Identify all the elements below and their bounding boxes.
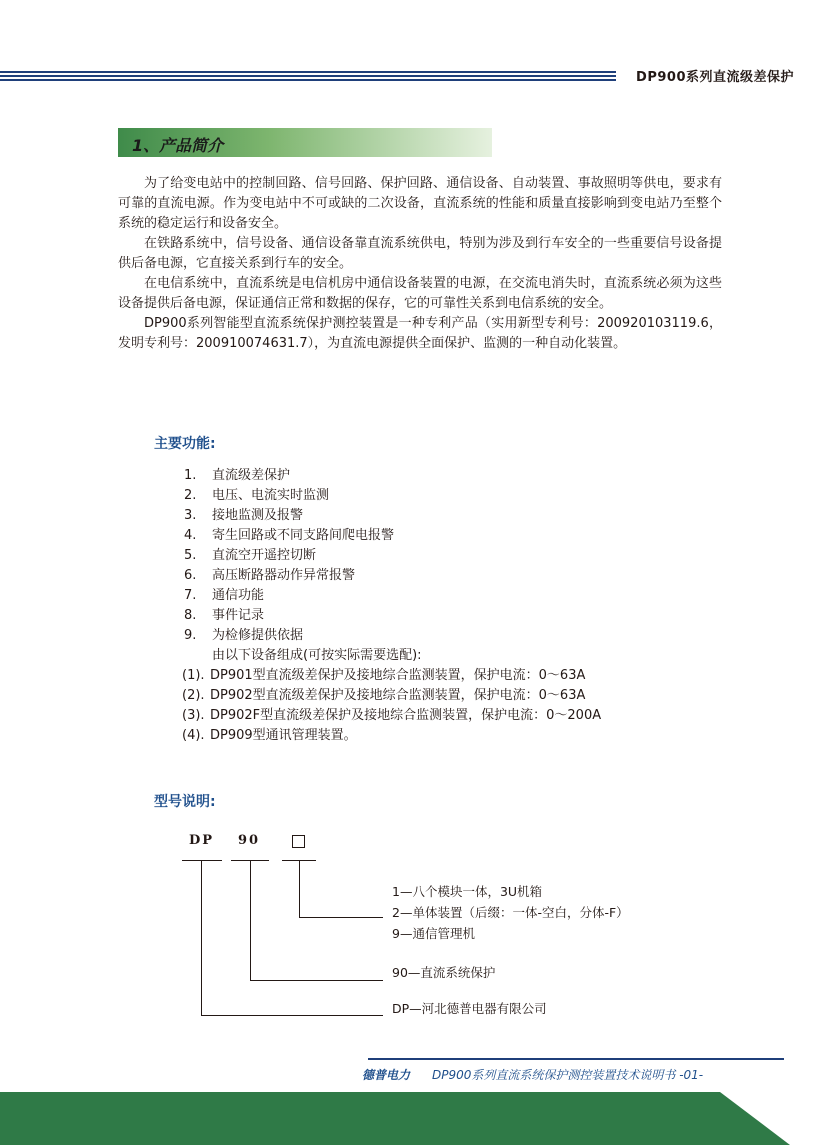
list-item: 6. 高压断路器动作异常报警 — [184, 568, 356, 583]
model-option-9: 9—通信管理机 — [392, 926, 475, 941]
list-item: 9. 为检修提供依据 — [184, 628, 304, 643]
model-option-1: 1—八个模块一体，3U机箱 — [392, 884, 543, 899]
diagram-line — [201, 1015, 383, 1016]
intro-paragraph-2: 在铁路系统中，信号设备、通信设备靠直流系统供电，特别为涉及到行车安全的一些重要信号设备提供后备电源，它直接关系到行车的安全。 — [118, 236, 722, 271]
footer-green-band — [0, 1092, 838, 1145]
device-item: (1). DP901型直流级差保护及接地综合监测装置，保护电流：0～63A — [182, 668, 586, 683]
diagram-line — [250, 860, 251, 980]
list-item: 2. 电压、电流实时监测 — [184, 488, 330, 503]
list-item: 7. 通信功能 — [184, 588, 265, 603]
header-rule — [0, 71, 616, 83]
footer-company: 德普电力 — [362, 1068, 411, 1082]
model-part1-desc: DP—河北德普电器有限公司 — [392, 1001, 547, 1016]
device-item: (2). DP902型直流级差保护及接地综合监测装置，保护电流：0～63A — [182, 688, 586, 703]
diagram-line — [250, 980, 383, 981]
list-item: 5. 直流空开遥控切断 — [184, 548, 317, 563]
list-item: 4. 寄生回路或不同支路间爬电报警 — [184, 528, 395, 543]
footer-rule — [368, 1058, 784, 1060]
device-item: (3). DP902F型直流级差保护及接地综合监测装置，保护电流：0～200A — [182, 708, 602, 723]
model-part-90: 90 — [238, 833, 261, 848]
functions-list — [184, 466, 601, 746]
intro-paragraph-4: DP900系列智能型直流系统保护测控装置是一种专利产品（实用新型专利号：200920103119.6，发明专利号：200910074631.7），为直流电源提供全面保护、监测的一种自动化装置。 — [118, 316, 722, 351]
intro-paragraph-3: 在电信系统中，直流系统是电信机房中通信设备装置的电源，在交流电消失时，直流系统必须为这些设备提供后备电源，保证通信正常和数据的保存，它的可靠性关系到电信系统的安全。 — [118, 276, 722, 311]
diagram-line — [299, 917, 383, 918]
model-heading: 型号说明: — [154, 794, 216, 810]
device-item: (4). DP909型通讯管理装置。 — [182, 728, 357, 743]
list-item: 3. 接地监测及报警 — [184, 508, 304, 523]
footer-doc-title: DP900系列直流系统保护测控装置技术说明书 -01- — [432, 1068, 704, 1082]
model-part2-desc: 90—直流系统保护 — [392, 965, 496, 980]
model-option-box — [292, 835, 305, 848]
diagram-line — [201, 860, 202, 1015]
functions-heading: 主要功能: — [154, 436, 216, 452]
intro-text — [118, 174, 722, 354]
composition-note: 由以下设备组成(可按实际需要选配): — [212, 648, 422, 663]
diagram-line — [299, 860, 300, 917]
footer-text — [362, 1066, 703, 1083]
model-option-2: 2—单体装置（后缀：一体-空白，分体-F） — [392, 905, 629, 920]
list-item: 8. 事件记录 — [184, 608, 265, 623]
list-item: 1. 直流级差保护 — [184, 468, 291, 483]
header-title: DP900系列直流级差保护 — [636, 70, 794, 85]
intro-paragraph-1: 为了给变电站中的控制回路、信号回路、保护回路、通信设备、自动装置、事故照明等供电，要求有可靠的直流电源。作为变电站中不可或缺的二次设备，直流系统的性能和质量直接影响到变电站乃至整个系统的稳定运行和设备安全。 — [118, 176, 722, 231]
section-title: 1、产品简介 — [132, 136, 224, 155]
footer-green-shape — [0, 1092, 790, 1145]
model-options — [392, 881, 629, 944]
model-part-dp: DP — [189, 833, 215, 848]
diagram-line — [182, 860, 222, 861]
